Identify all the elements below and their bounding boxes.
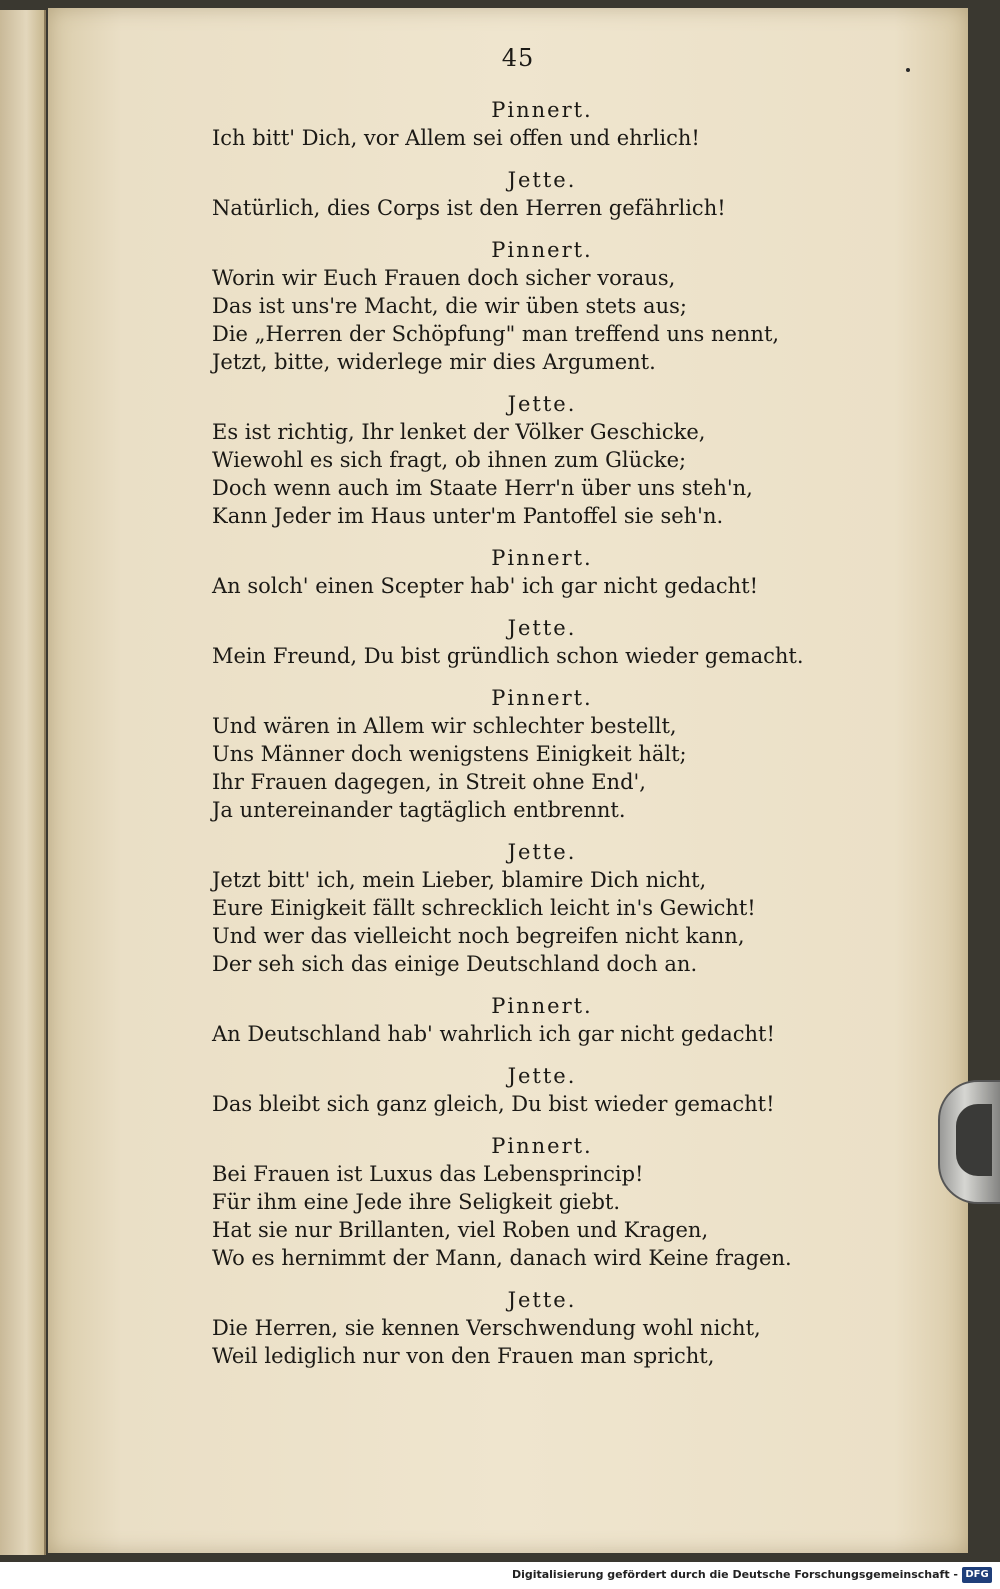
- footer-credit: Digitalisierung gefördert durch die Deutsche Forschungsgemeinschaft -: [511, 1568, 958, 1581]
- verse-line: Wo es hernimmt der Mann, danach wird Keine fragen.: [212, 1246, 792, 1270]
- speaker-name: Jette.: [507, 616, 577, 640]
- dfg-logo: DFG: [962, 1567, 992, 1583]
- speaker-name: Pinnert.: [491, 686, 593, 710]
- dialogue-block: [212, 1062, 812, 1118]
- verse-line: Uns Männer doch wenigstens Einigkeit hält;: [212, 742, 687, 766]
- footer-bar: [0, 1562, 1000, 1589]
- dialogue-block: [212, 1286, 812, 1370]
- verse-line: Die Herren, sie kennen Verschwendung wohl nicht,: [212, 1316, 761, 1340]
- verse-line: Weil lediglich nur von den Frauen man spricht,: [212, 1344, 715, 1368]
- dialogue-block: [212, 1132, 812, 1272]
- dialogue-block: [212, 992, 812, 1048]
- page-speck: [906, 68, 910, 72]
- page-number: 45: [501, 44, 535, 72]
- facing-page-edge: [0, 10, 46, 1555]
- verse-line: Jetzt bitt' ich, mein Lieber, blamire Dich nicht,: [212, 868, 707, 892]
- verse-line: Ich bitt' Dich, vor Allem sei offen und ehrlich!: [212, 126, 700, 150]
- verse-line: Und wer das vielleicht noch begreifen nicht kann,: [212, 924, 745, 948]
- page-clip: [938, 1080, 1000, 1204]
- speaker-name: Jette.: [507, 392, 577, 416]
- dialogue-block: [212, 684, 812, 824]
- verse-line: Für ihm eine Jede ihre Seligkeit giebt.: [212, 1190, 621, 1214]
- verse-line: Doch wenn auch im Staate Herr'n über uns steh'n,: [212, 476, 753, 500]
- dialogue-block: [212, 614, 812, 670]
- speaker-name: Jette.: [507, 1288, 577, 1312]
- verse-line: Bei Frauen ist Luxus das Lebensprincip!: [212, 1162, 644, 1186]
- speaker-name: Pinnert.: [491, 546, 593, 570]
- verse-line: Ihr Frauen dagegen, in Streit ohne End',: [212, 770, 646, 794]
- speaker-name: Pinnert.: [491, 1134, 593, 1158]
- dialogue-block: [212, 96, 812, 152]
- verse-line: Und wären in Allem wir schlechter bestellt,: [212, 714, 677, 738]
- dialogue-block: [212, 544, 812, 600]
- verse-line: Ja untereinander tagtäglich entbrennt.: [212, 798, 626, 822]
- verse-line: Mein Freund, Du bist gründlich schon wieder gemacht.: [212, 644, 804, 668]
- dialogue-block: [212, 838, 812, 978]
- dialogue-block: [212, 236, 812, 376]
- verse-line: Wiewohl es sich fragt, ob ihnen zum Glücke;: [212, 448, 687, 472]
- verse-line: Eure Einigkeit fällt schrecklich leicht in's Gewicht!: [212, 896, 756, 920]
- verse-line: Natürlich, dies Corps ist den Herren gefährlich!: [212, 196, 726, 220]
- dialogue-block: [212, 166, 812, 222]
- verse-line: Jetzt, bitte, widerlege mir dies Argument.: [212, 350, 656, 374]
- verse-line: Hat sie nur Brillanten, viel Roben und Kragen,: [212, 1218, 709, 1242]
- verse-line: Kann Jeder im Haus unter'm Pantoffel sie seh'n.: [212, 504, 724, 528]
- verse-line: Das ist uns're Macht, die wir üben stets aus;: [212, 294, 687, 318]
- speaker-name: Pinnert.: [491, 238, 593, 262]
- verse-line: Die „Herren der Schöpfung" man treffend uns nennt,: [212, 322, 780, 346]
- verse-line: Worin wir Euch Frauen doch sicher voraus,: [212, 266, 676, 290]
- speaker-name: Pinnert.: [491, 98, 593, 122]
- verse-line: Es ist richtig, Ihr lenket der Völker Geschicke,: [212, 420, 706, 444]
- speaker-name: Jette.: [507, 1064, 577, 1088]
- dialogue-block: [212, 390, 812, 530]
- verse-line: An Deutschland hab' wahrlich ich gar nicht gedacht!: [212, 1022, 775, 1046]
- speaker-name: Jette.: [507, 840, 577, 864]
- verse-line: Das bleibt sich ganz gleich, Du bist wieder gemacht!: [212, 1092, 775, 1116]
- speaker-name: Jette.: [507, 168, 577, 192]
- speaker-name: Pinnert.: [491, 994, 593, 1018]
- verse-line: An solch' einen Scepter hab' ich gar nicht gedacht!: [212, 574, 759, 598]
- page-text: [212, 96, 812, 1384]
- verse-line: Der seh sich das einige Deutschland doch an.: [212, 952, 698, 976]
- page-clip-slot: [956, 1104, 992, 1176]
